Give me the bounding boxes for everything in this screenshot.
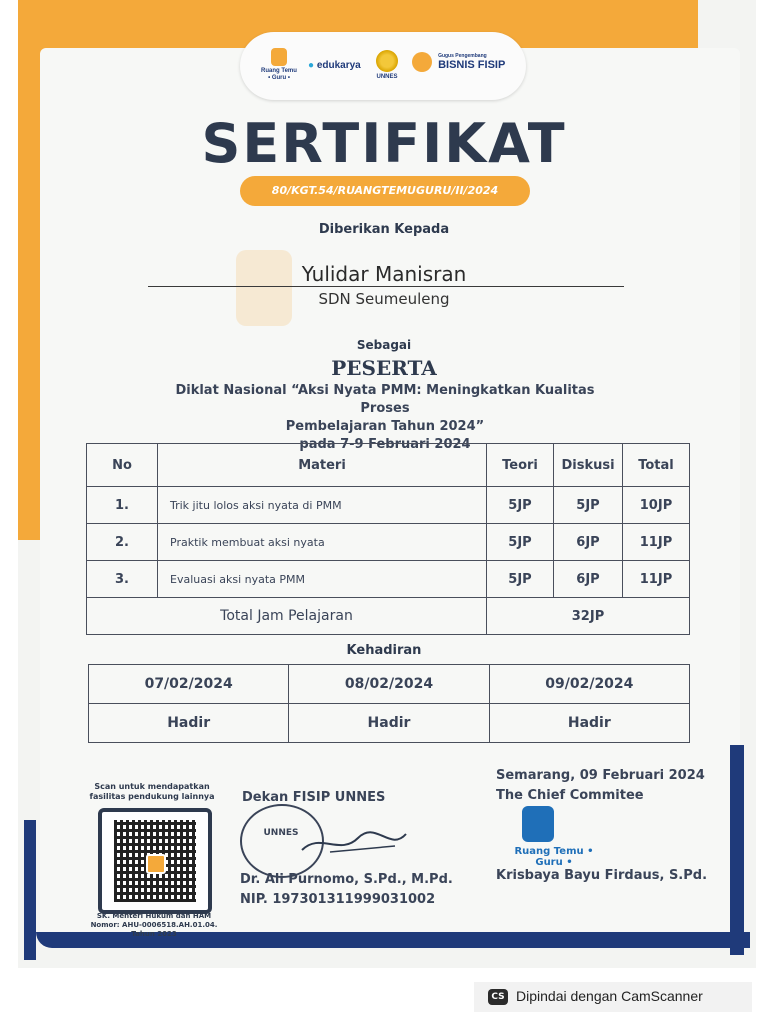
camscanner-icon: CS xyxy=(488,989,508,1005)
ruang-temu-guru-stamp-icon xyxy=(522,806,554,842)
total-label: Total Jam Pelajaran xyxy=(87,598,487,635)
legal-registration: SK. Menteri Hukum dan HAM Nomor: AHU-0006518.AH.01.04. Tahun 2023 xyxy=(90,912,218,938)
cell-materi: Trik jitu lolos aksi nyata di PMM xyxy=(158,487,487,524)
dean-nip: NIP. 197301311999031002 xyxy=(240,892,436,907)
stamp-text: UNNES xyxy=(263,828,299,838)
camscanner-footer xyxy=(474,982,752,1012)
attendance-date: 09/02/2024 xyxy=(489,665,689,704)
total-value: 32JP xyxy=(487,598,690,635)
cell-materi: Evaluasi aksi nyata PMM xyxy=(158,561,487,598)
committee-stamp xyxy=(512,806,592,870)
unnes-logo: UNNES xyxy=(372,50,402,80)
cell-no: 2. xyxy=(87,524,158,561)
dean-signature xyxy=(300,822,410,862)
given-to-label: Diberikan Kepada xyxy=(318,222,450,237)
column-header: Teori xyxy=(487,444,554,487)
place-date: Semarang, 09 Februari 2024 xyxy=(496,768,705,783)
cell-teori: 5JP xyxy=(487,524,554,561)
navy-left-band xyxy=(24,820,36,960)
qr-center-logo-icon xyxy=(146,854,166,874)
dean-title: Dekan FISIP UNNES xyxy=(242,790,386,805)
cell-diskusi: 6JP xyxy=(554,561,623,598)
attendance-title: Kehadiran xyxy=(346,643,422,658)
attendance-date: 07/02/2024 xyxy=(89,665,289,704)
qr-code-frame xyxy=(98,808,212,914)
unnes-emblem-icon xyxy=(376,50,398,72)
participant-role: PESERTA xyxy=(331,356,437,380)
event-line: Diklat Nasional “Aksi Nyata PMM: Meningkatkan Kualitas Proses xyxy=(175,383,595,416)
table-header-row xyxy=(87,444,690,487)
committee-title: The Chief Commitee xyxy=(496,788,644,803)
column-header: Total xyxy=(623,444,690,487)
table-row xyxy=(87,524,690,561)
cell-diskusi: 5JP xyxy=(554,487,623,524)
name-underline xyxy=(148,286,624,287)
cell-no: 1. xyxy=(87,487,158,524)
edukarya-logo: ● edukarya xyxy=(308,60,361,71)
committee-name: Krisbaya Bayu Firdaus, S.Pd. xyxy=(496,868,708,883)
cell-total: 11JP xyxy=(623,524,690,561)
attendance-status-row xyxy=(89,704,690,743)
attendance-date: 08/02/2024 xyxy=(289,665,489,704)
table-total-row xyxy=(87,598,690,635)
scan-instruction: Scan untuk mendapatkan fasilitas pendukung lainnya xyxy=(89,782,215,801)
certificate-number: 80/KGT.54/RUANGTEMUGURU/II/2024 xyxy=(240,176,530,206)
table-row xyxy=(87,561,690,598)
cell-total: 10JP xyxy=(623,487,690,524)
attendance-status: Hadir xyxy=(289,704,489,743)
cell-teori: 5JP xyxy=(487,561,554,598)
event-line: pada 7-9 Februari 2024 xyxy=(299,437,471,452)
committee-stamp-text: Ruang Temu • Guru • xyxy=(514,846,594,868)
event-line: Pembelajaran Tahun 2024” xyxy=(285,419,485,434)
column-header: Diskusi xyxy=(554,444,623,487)
cell-diskusi: 6JP xyxy=(554,524,623,561)
cell-no: 3. xyxy=(87,561,158,598)
bisnis-fisip-logo: Gugus Pengembang BISNIS FISIP xyxy=(412,52,505,72)
column-header: Materi xyxy=(158,444,487,487)
attendance-date-row xyxy=(89,665,690,704)
cell-teori: 5JP xyxy=(487,487,554,524)
ruang-temu-guru-icon xyxy=(271,48,287,66)
attendance-status: Hadir xyxy=(89,704,289,743)
column-header: No xyxy=(87,444,158,487)
certificate-title: SERTIFIKAT xyxy=(201,112,567,175)
edukarya-icon: ● xyxy=(308,60,315,71)
attendance-table xyxy=(88,664,690,743)
recipient-school: SDN Seumeuleng xyxy=(318,290,450,308)
camscanner-label: Dipindai dengan CamScanner xyxy=(516,988,703,1004)
logo-bar xyxy=(240,32,526,100)
table-row xyxy=(87,487,690,524)
cell-total: 11JP xyxy=(623,561,690,598)
ruang-temu-guru-logo: Ruang Temu • Guru • xyxy=(260,48,298,82)
cell-materi: Praktik membuat aksi nyata xyxy=(158,524,487,561)
recipient-name: Yulidar Manisran xyxy=(301,262,467,286)
materi-table xyxy=(86,443,690,635)
dean-name: Dr. Ali Purnomo, S.Pd., M.Pd. xyxy=(240,872,453,887)
attendance-status: Hadir xyxy=(489,704,689,743)
navy-side-band xyxy=(730,745,744,955)
bisnis-fisip-icon xyxy=(412,52,432,72)
as-label: Sebagai xyxy=(356,338,412,352)
